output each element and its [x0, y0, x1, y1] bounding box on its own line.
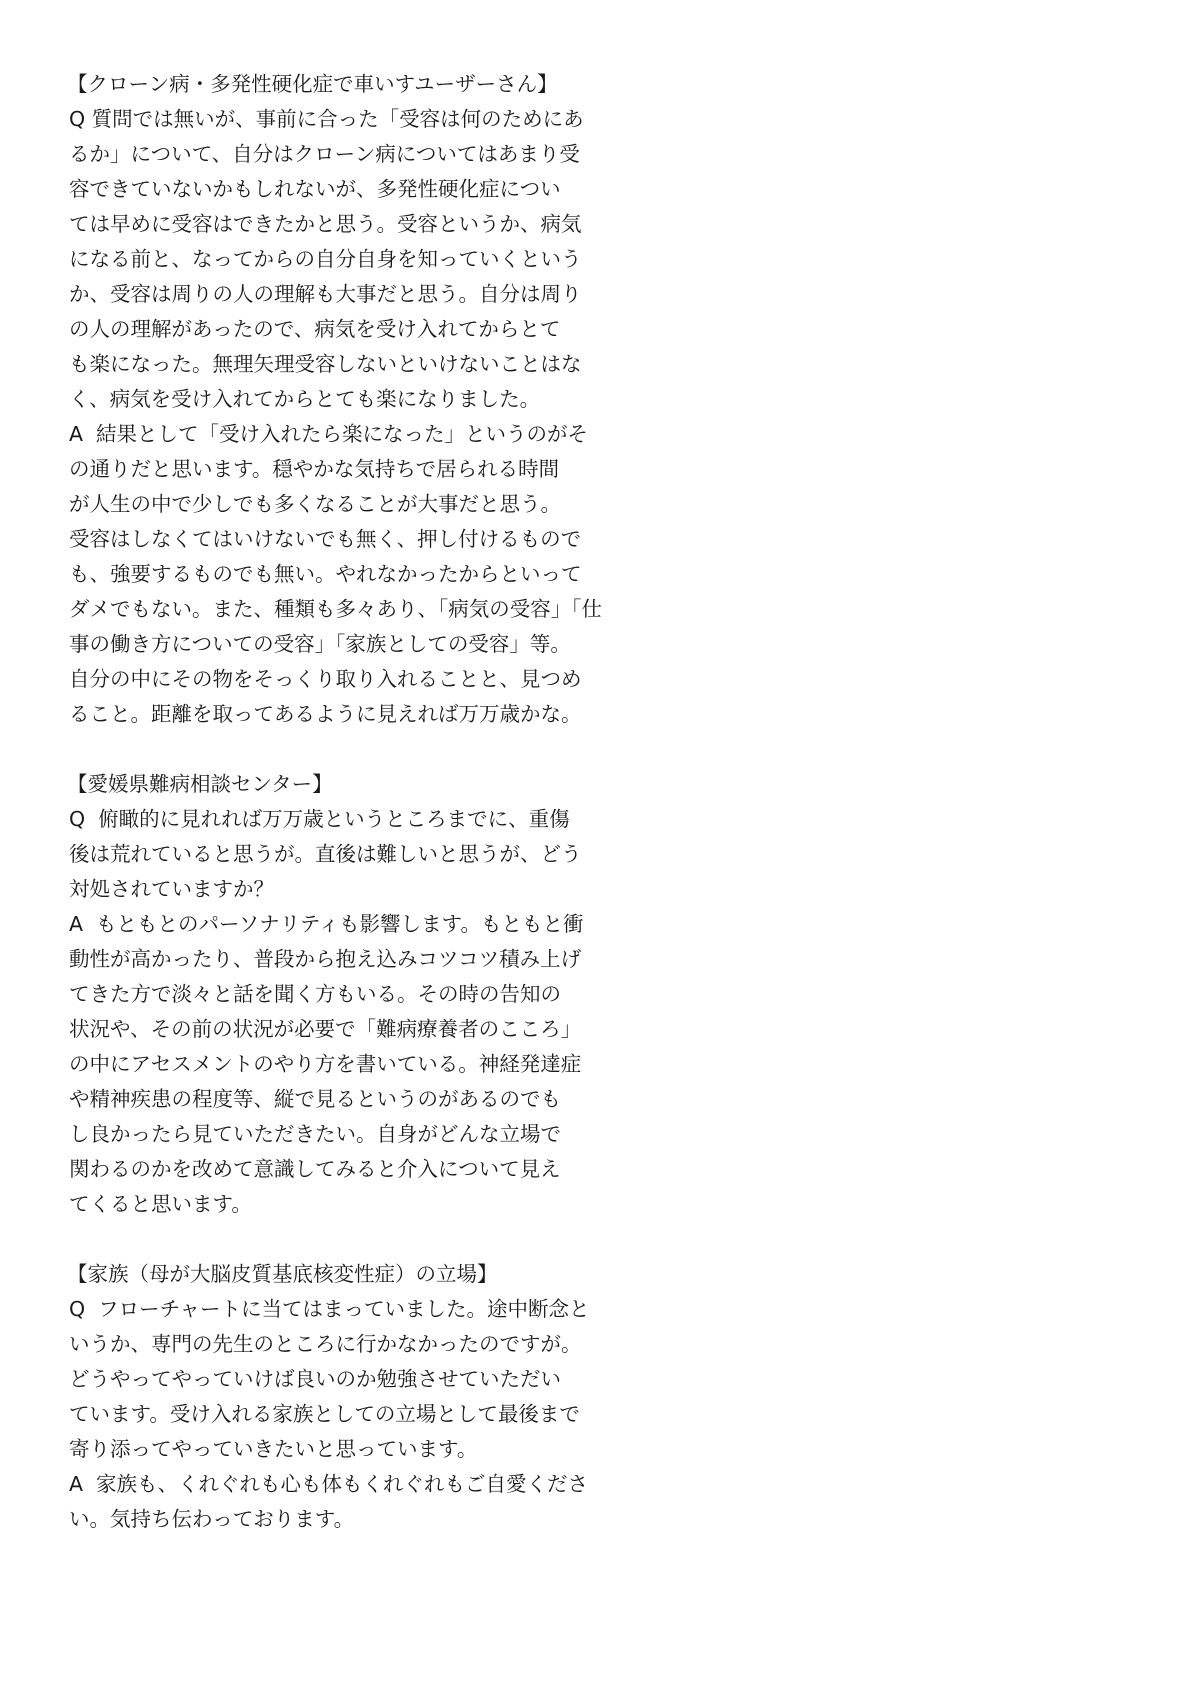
answer-line: ダメでもない。また、種類も多々あり、「病気の受容」「仕 — [69, 597, 602, 621]
answer-line: 受容はしなくてはいけないでも無く、押し付けるもので — [69, 527, 582, 551]
question-line: 対処されていますか？ — [69, 877, 274, 901]
section-heading: 【クローン病・多発性硬化症で車いすユーザーさん】 — [67, 72, 558, 96]
question-line: 後は荒れていると思うが。直後は難しいと思うが、どう — [69, 842, 582, 866]
answer-line: 自分の中にその物をそっくり取り入れることと、見つめ — [69, 667, 582, 691]
question-line: るか」について、自分はクローン病についてはあまり受 — [69, 142, 580, 166]
answer-line: し良かったら見ていただきたい。自身がどんな立場で — [69, 1122, 561, 1146]
section-crohns-ms-user — [69, 67, 609, 732]
answer-line: てくると思います。 — [69, 1192, 252, 1216]
question-line: ています。受け入れる家族としての立場として最後まで — [69, 1402, 580, 1426]
question-line: の人の理解があったので、病気を受け入れてからとて — [69, 317, 561, 341]
section-ehime-support-center — [69, 767, 609, 1222]
section-family-position — [69, 1257, 609, 1537]
answer-line: 状況や、その前の状況が必要で「難病療養者のこころ」 — [69, 1017, 582, 1041]
question-line: ては早めに受容はできたかと思う。受容というか、病気 — [69, 212, 582, 236]
answer-line: が人生の中で少しでも多くなることが大事だと思う。 — [69, 492, 561, 516]
question-line: く、病気を受け入れてからとても楽になりました。 — [69, 387, 541, 411]
answer-line: い。気持ち伝わっております。 — [69, 1507, 355, 1531]
answer-line: A 家族も、くれぐれも心も体もくれぐれもご自愛くださ — [69, 1472, 589, 1496]
answer-line: 事の働き方についての受容」「家族としての受容」等。 — [69, 632, 571, 656]
answer-line: も、強要するものでも無い。やれなかったからといって — [69, 562, 582, 586]
answer-line: の中にアセスメントのやり方を書いている。神経発達症 — [69, 1052, 582, 1076]
question-line: も楽になった。無理矢理受容しないといけないことはな — [69, 352, 582, 376]
question-line: 寄り添ってやっていきたいと思っています。 — [69, 1437, 478, 1461]
question-line: どうやってやっていけば良いのか勉強させていただい — [69, 1367, 561, 1391]
answer-line: ること。距離を取ってあるように見えれば万万歳かな。 — [69, 702, 582, 726]
answer-line: てきた方で淡々と話を聞く方もいる。その時の告知の — [69, 982, 561, 1006]
answer-line: の通りだと思います。穏やかな気持ちで居られる時間 — [69, 457, 560, 481]
question-line: Q フローチャートに当てはまっていました。途中断念と — [69, 1297, 590, 1321]
text-column — [69, 67, 609, 1537]
question-line: いうか、専門の先生のところに行かなかったのですが。 — [69, 1332, 582, 1356]
answer-line: 動性が高かったり、普段から抱え込みコツコツ積み上げ — [69, 947, 582, 971]
question-line: か、受容は周りの人の理解も大事だと思う。自分は周り — [69, 282, 582, 306]
question-line: Q 質問では無いが、事前に合った「受容は何のためにあ — [69, 107, 584, 131]
section-heading: 【家族（母が大脳皮質基底核変性症）の立場】 — [67, 1262, 498, 1286]
question-line: 容できていないかもしれないが、多発性硬化症につい — [69, 177, 561, 201]
answer-line: 関わるのかを改めて意識してみると介入について見え — [69, 1157, 561, 1181]
answer-line: や精神疾患の程度等、縦で見るというのがあるのでも — [69, 1087, 561, 1111]
section-heading: 【愛媛県難病相談センター】 — [67, 772, 333, 796]
question-line: になる前と、なってからの自分自身を知っていくという — [69, 247, 582, 271]
question-line: Q 俯瞰的に見れれば万万歳というところまでに、重傷 — [69, 807, 570, 831]
answer-line: A 結果として「受け入れたら楽になった」というのがそ — [69, 422, 589, 446]
answer-line: A もともとのパーソナリティも影響します。もともと衝 — [69, 912, 584, 936]
